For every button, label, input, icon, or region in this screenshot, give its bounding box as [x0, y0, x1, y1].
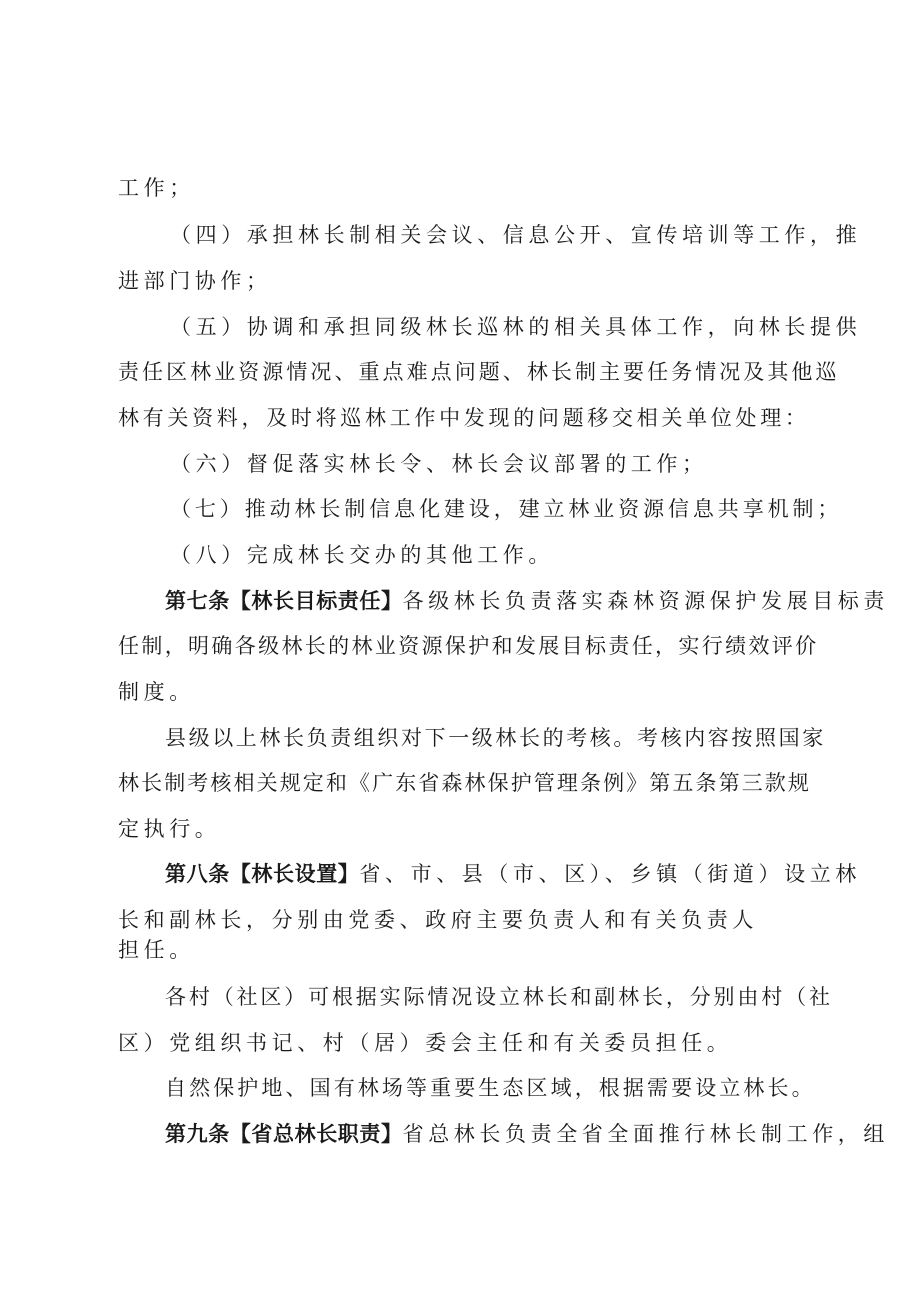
article-8-text: 省、市、县（市、区）、乡镇（街道）设立林 — [359, 862, 861, 886]
text-line: 担任。 — [118, 938, 195, 962]
text-line: 定执行。 — [118, 817, 221, 841]
text-line: 县级以上林长负责组织对下一级林长的考核。考核内容按照国家 — [165, 726, 826, 750]
text-line: 自然保护地、国有林场等重要生态区域，根据需要设立林长。 — [165, 1076, 816, 1100]
text-line: 区）党组织书记、村（居）委会主任和有关委员担任。 — [118, 1031, 733, 1055]
text-line: （五）协调和承担同级林长巡林的相关具体工作，向林长提供 — [170, 315, 862, 339]
text-line: （八）完成林长交办的其他工作。 — [170, 543, 554, 567]
text-line: 制度。 — [118, 680, 195, 704]
article-7-line — [165, 586, 889, 616]
text-line: （四）承担林长制相关会议、信息公开、宣传培训等工作，推 — [170, 223, 862, 247]
text-line: 工作； — [118, 176, 195, 200]
article-8-line — [165, 859, 861, 889]
article-7-heading: 第七条【林长目标责任】 — [165, 589, 403, 613]
article-8-heading: 第八条【林长设置】 — [165, 862, 360, 886]
text-line: 长和副林长，分别由党委、政府主要负责人和有关负责人 — [118, 908, 758, 932]
article-9-heading: 第九条【省总林长职责】 — [165, 1122, 403, 1146]
text-line: （六）督促落实林长令、林长会议部署的工作； — [170, 452, 708, 476]
text-line: 任制，明确各级林长的林业资源保护和发展目标责任，实行绩效评价 — [118, 634, 819, 658]
text-line: 林长制考核相关规定和《广东省森林保护管理条例》第五条第三款规 — [118, 771, 811, 795]
article-7-text: 各级林长负责落实森林资源保护发展目标责 — [402, 589, 890, 613]
text-line: （七）推动林长制信息化建设，建立林业资源信息共享机制； — [170, 497, 843, 521]
article-9-text: 省总林长负责全省全面推行林长制工作，组 — [402, 1122, 890, 1146]
text-line: 责任区林业资源情况、重点难点问题、林长制主要任务情况及其他巡 — [118, 360, 840, 384]
text-line: 林有关资料，及时将巡林工作中发现的问题移交相关单位处理： — [118, 406, 810, 430]
text-line: 各村（社区）可根据实际情况设立林长和副林长，分别由村（社 — [165, 985, 833, 1009]
article-9-line — [165, 1119, 889, 1149]
text-line: 进部门协作； — [118, 269, 272, 293]
